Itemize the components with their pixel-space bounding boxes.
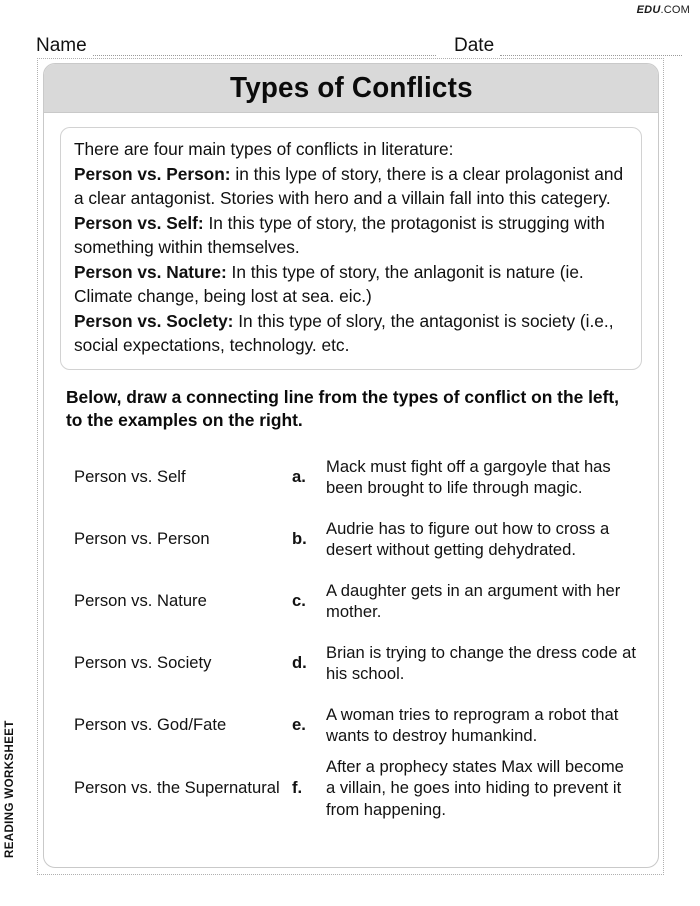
example-letter: e.	[292, 715, 306, 735]
example-text[interactable]: A daughter gets in an argument with her mother.	[326, 580, 621, 622]
page-title: Types of Conflicts	[229, 71, 473, 104]
worksheet-card	[43, 63, 659, 868]
logo-primary-text: EDU	[636, 4, 661, 16]
example-text[interactable]: A woman tries to reprogram a robot that wants to destroy humankind.	[326, 704, 619, 746]
name-field[interactable]	[36, 36, 436, 56]
example-text[interactable]: After a prophecy states Max will become a villain, he goes into hiding to prevent it from happening.	[326, 757, 624, 819]
example-letter: a.	[292, 467, 306, 487]
conflict-type-label[interactable]: Person vs. Society	[74, 653, 212, 673]
conflict-type-label[interactable]: Person vs. Nature	[74, 591, 207, 611]
date-field-line[interactable]	[500, 40, 682, 56]
definition-term-person: Person vs. Person:	[74, 163, 231, 184]
name-field-label: Name	[36, 35, 87, 57]
definition-term-nature: Person vs. Nature:	[74, 261, 227, 282]
definition-intro: There are four main types of conflicts in literature:	[74, 139, 454, 159]
example-text[interactable]: Mack must fight off a gargoyle that has been brought to life through magic.	[326, 456, 611, 498]
name-field-line[interactable]	[93, 40, 436, 56]
example-letter: b.	[292, 529, 307, 549]
student-info-row	[36, 28, 686, 56]
worksheet-category-text: READING WORKSHEET	[4, 720, 16, 858]
conflict-type-label[interactable]: Person vs. Self	[74, 467, 186, 487]
date-field[interactable]	[454, 36, 682, 56]
definition-box	[60, 127, 642, 370]
definition-body-person: in this lype of story, there is a clear prolagonist and a clear antagonist. Stories with hero and a villain fall into this categery.	[74, 163, 624, 209]
matching-row[interactable]	[60, 756, 642, 820]
matching-row[interactable]	[60, 570, 642, 632]
site-logo	[637, 4, 690, 16]
definition-body-nature: In this type of story, the anlagonit is nature (ie. Climate change, being lost at sea. eic.)	[74, 261, 584, 307]
example-letter: f.	[292, 778, 303, 798]
conflict-type-label[interactable]: Person vs. God/Fate	[74, 715, 227, 735]
conflict-type-label[interactable]: Person vs. the Supernatural	[74, 778, 280, 798]
matching-exercise	[60, 446, 642, 820]
example-text[interactable]: Audrie has to figure out how to cross a desert without getting dehydrated.	[326, 518, 610, 560]
date-field-label: Date	[454, 35, 495, 57]
definition-term-self: Person vs. Self:	[74, 212, 204, 233]
definition-paragraph	[74, 137, 628, 358]
matching-row[interactable]	[60, 446, 642, 508]
conflict-type-label[interactable]: Person vs. Person	[74, 529, 210, 549]
logo-suffix-text: .COM	[660, 4, 690, 16]
definition-body-self: In this type of story, the protagonist is strugging with something within themselves.	[74, 212, 605, 258]
example-text[interactable]: Brian is trying to change the dress code at his school.	[326, 642, 636, 684]
definition-term-society: Person vs. Soclety:	[74, 310, 234, 331]
instructions-text: Below, draw a connecting line from the types of conflict on the left, to the examples on the right.	[66, 386, 620, 431]
matching-row[interactable]	[60, 694, 642, 756]
matching-row[interactable]	[60, 632, 642, 694]
worksheet-category-label	[4, 658, 34, 858]
title-band	[44, 64, 658, 113]
example-letter: d.	[292, 653, 307, 673]
matching-row[interactable]	[60, 508, 642, 570]
example-letter: c.	[292, 591, 306, 611]
definition-body-society: In this type of slory, the antagonist is society (i.e., social expectations, technology. etc.	[74, 310, 614, 356]
